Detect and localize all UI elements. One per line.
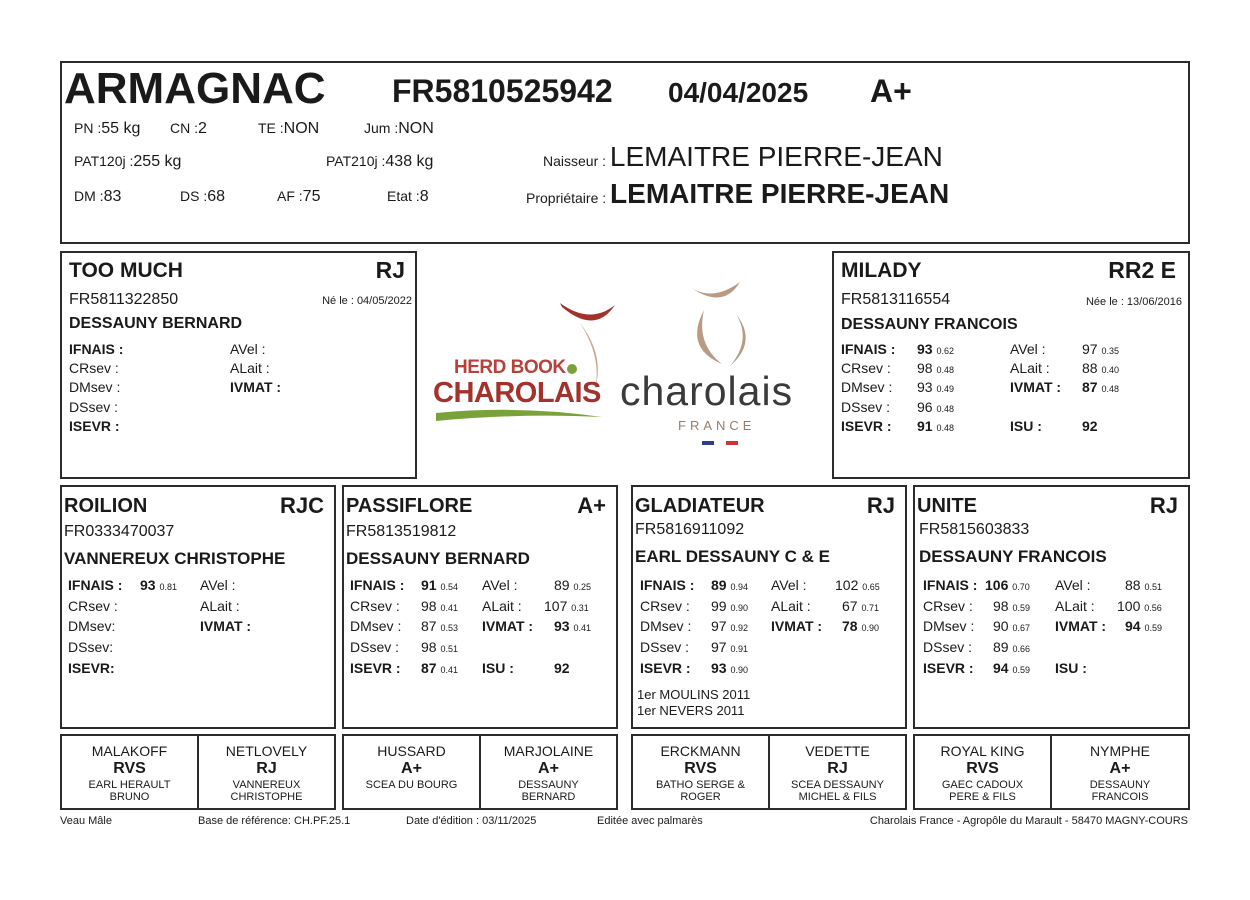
gp-crsev-value: 98 0.59 [993,598,1030,614]
ggp-owner: MICHEL & FILS [798,791,877,803]
ggp-cell [344,736,481,808]
ggp-owner: DESSAUNY [1089,779,1151,791]
dam-ivmat-label: IVMAT : [1010,379,1062,395]
ggp-owner: PERE & FILS [949,791,1016,803]
herdbook-top-text: HERD BOOK [454,357,566,378]
gp-ivmat-label: IVMAT : [482,618,534,634]
ggp-name: VEDETTE [805,743,870,759]
gp-owner: DESSAUNY FRANCOIS [919,547,1107,566]
ggp-grade: RJ [256,760,277,777]
ggp-name: MALAKOFF [91,743,168,759]
gp-grade: RJ [866,493,895,518]
gp-isevr-label: ISEVR : [923,660,974,676]
gp-dmsev-label: DMsev : [923,618,975,634]
dam-isu-value: 92 [1082,418,1098,434]
charolais-text: charolais [620,368,794,414]
dm-label: DM : [74,188,104,204]
ggp-grade: A+ [538,760,559,777]
gp-ifnais-label: IFNAIS : [640,577,695,593]
ggp-owner: ROGER [680,791,721,803]
gp-dssev-value: 89 0.66 [993,639,1030,655]
gp-isu-label: ISU : [1055,660,1087,676]
cn-value: 2 [198,120,207,137]
ggp-cell [481,736,616,808]
animal-name: ARMAGNAC [64,64,326,113]
dam-name: MILADY [841,259,922,282]
etat-field [387,188,429,206]
dam-box [832,251,1190,479]
gp-id: FR5816911092 [635,521,745,538]
gp-grade: RJC [279,493,324,518]
animal-id: FR5810525942 [392,73,613,109]
gp-owner: DESSAUNY BERNARD [346,549,530,568]
dm-value: 83 [103,188,122,205]
herdbook-logo [430,295,620,425]
herdbook-bottom-text: CHAROLAIS [433,377,601,409]
ggp-name: ROYAL KING [940,743,1025,759]
ggp-owner: DESSAUNY [518,779,579,791]
ds-field [180,188,225,206]
ggp-owner: BRUNO [109,791,150,803]
jum-field [364,120,434,138]
ggp-pair-box [60,734,336,810]
sire-ifnais-label: IFNAIS : [69,341,124,357]
gp-isevr-label: ISEVR : [350,660,401,676]
footer-base: Base de référence: CH.PF.25.1 [198,815,351,827]
ggp-owner: FRANCOIS [1091,791,1149,803]
gp-dmsev-label: DMsev : [640,618,692,634]
gp-box-unite [913,485,1190,729]
palmares-item: 1er NEVERS 2011 [637,703,745,718]
footer-edition-date: Date d'édition : 03/11/2025 [406,815,537,827]
ggp-name: ERCKMANN [660,743,741,759]
gp-isevr-label: ISEVR : [640,660,691,676]
sire-isevr-label: ISEVR : [69,418,120,434]
gp-alait-label: ALait : [482,598,522,614]
ggp-owner: EARL HERAULT [88,779,171,791]
gp-isu-label: ISU : [482,660,514,676]
gp-avel-value: 102 0.65 [835,577,880,593]
sire-dssev-label: DSsev : [69,399,119,415]
gp-name: UNITE [917,495,977,517]
proprietaire-value: LEMAITRE PIERRE-JEAN [610,178,950,209]
af-field [277,188,320,206]
dam-born: Née le : 13/06/2016 [1085,296,1182,308]
dam-crsev-value: 98 0.48 [917,360,954,376]
gp-box-gladiateur [631,485,907,729]
ggp-grade: RVS [684,760,717,777]
dam-alait-label: ALait : [1010,360,1050,376]
gp-ifnais-value: 91 0.54 [421,577,458,593]
ggp-owner: CHRISTOPHE [230,791,303,803]
te-value: NON [283,120,320,137]
dm-field [74,188,121,206]
footer-sex: Veau Mâle [60,815,112,827]
gp-dmsev-value: 97 0.92 [711,618,748,634]
animal-grade: A+ [870,73,912,109]
france-text: FRANCE [678,418,756,433]
dam-alait-value: 88 0.40 [1082,360,1119,376]
dam-dssev-label: DSsev : [841,399,891,415]
ggp-grade: A+ [1109,760,1131,777]
dam-ifnais-value: 93 0.62 [917,341,954,357]
gp-dmsev-label: DMsev : [350,618,402,634]
sire-crsev-label: CRsev : [69,360,119,376]
sire-alait-label: ALait : [230,360,270,376]
gp-alait-value: 67 0.71 [842,598,879,614]
gp-alait-label: ALait : [200,598,240,614]
ggp-pair-box [631,734,907,810]
gp-ifnais-label: IFNAIS : [68,577,123,593]
gp-ifnais-value: 93 0.81 [140,577,177,593]
gp-alait-value: 100 0.56 [1117,598,1162,614]
ds-label: DS : [180,188,208,204]
gp-dssev-label: DSsev : [923,639,973,655]
dam-id: FR5813116554 [841,291,951,308]
dam-grade: RR2 E [1108,257,1176,283]
proprietaire-label: Propriétaire : [526,190,607,206]
gp-box-roilion [60,485,336,729]
ggp-cell [62,736,199,808]
gp-avel-value: 89 0.25 [554,577,591,593]
sire-ivmat-label: IVMAT : [230,379,282,395]
ggp-cell [199,736,334,808]
ggp-name: NETLOVELY [225,743,308,759]
gp-isevr-value: 93 0.90 [711,660,748,676]
ggp-name: MARJOLAINE [503,743,594,759]
gp-grade: A+ [577,493,606,518]
ggp-cell [770,736,905,808]
ggp-cell [633,736,770,808]
ggp-owner: GAEC CADOUX [941,779,1024,791]
gp-dmsev-value: 87 0.53 [421,618,458,634]
gp-ivmat-value: 78 0.90 [842,618,879,634]
gp-crsev-value: 99 0.90 [711,598,748,614]
gp-ifnais-value: 89 0.94 [711,577,748,593]
ggp-owner: SCEA DESSAUNY [791,779,884,791]
gp-id: FR0333470037 [64,523,175,540]
gp-isevr-value: 87 0.41 [421,660,458,676]
gp-alait-label: ALait : [771,598,811,614]
ggp-grade: RVS [113,760,146,777]
dam-dmsev-value: 93 0.49 [917,379,954,395]
gp-crsev-label: CRsev : [350,598,400,614]
ggp-name: NYMPHE [1090,743,1150,759]
ggp-pair-box [913,734,1190,810]
gp-isu-value: 92 [554,660,570,676]
af-label: AF : [277,188,303,204]
dam-owner: DESSAUNY FRANCOIS [841,316,1018,333]
gp-id: FR5815603833 [919,521,1030,538]
pat210-value: 438 kg [385,153,434,170]
dam-isu-label: ISU : [1010,418,1042,434]
te-field [258,120,319,138]
pat210-field [326,153,433,171]
gp-id: FR5813519812 [346,523,457,540]
gp-box-passiflore [342,485,618,729]
animal-date: 04/04/2025 [668,77,809,108]
dam-ivmat-value: 87 0.48 [1082,379,1119,395]
ggp-grade: A+ [401,760,422,777]
cn-field [170,120,207,138]
dam-dssev-value: 96 0.48 [917,399,954,415]
gp-name: ROILION [64,495,148,517]
ggp-name: HUSSARD [377,743,446,759]
footer-palmares: Editée avec palmarès [597,815,703,827]
pat120-value: 255 kg [133,153,182,170]
sire-box [60,251,417,479]
footer-address: Charolais France - Agropôle du Marault - 58470 MAGNY-COURS [869,815,1188,827]
gp-ivmat-label: IVMAT : [200,618,252,634]
ggp-cell [915,736,1052,808]
sire-id: FR5811322850 [69,291,179,308]
gp-name: GLADIATEUR [635,495,765,517]
dam-avel-label: AVel : [1010,341,1046,357]
cn-label: CN : [170,120,198,136]
ggp-owner: SCEA DU BOURG [365,779,458,791]
naisseur-field [543,141,943,173]
gp-avel-label: AVel : [771,577,807,593]
gp-avel-label: AVel : [200,577,236,593]
jum-value: NON [398,120,434,137]
pat120-field [74,153,181,171]
dam-isevr-value: 91 0.48 [917,418,954,434]
palmares-item: 1er MOULINS 2011 [637,687,751,702]
dam-dmsev-label: DMsev : [841,379,893,395]
te-label: TE : [258,120,284,136]
gp-crsev-value: 98 0.41 [421,598,458,614]
gp-ifnais-label: IFNAIS : [923,577,978,593]
gp-ivmat-value: 93 0.41 [554,618,591,634]
gp-crsev-label: CRsev : [640,598,690,614]
dam-ifnais-label: IFNAIS : [841,341,896,357]
gp-ifnais-value: 106 0.70 [985,577,1030,593]
dam-isevr-label: ISEVR : [841,418,892,434]
herdbook-dot [567,364,577,374]
pat210-label: PAT210j : [326,153,386,169]
gp-avel-label: AVel : [1055,577,1091,593]
gp-alait-value: 107 0.31 [544,598,589,614]
gp-name: PASSIFLORE [346,495,473,517]
ggp-pair-box [342,734,618,810]
gp-isevr-value: 94 0.59 [993,660,1030,676]
sire-born: Né le : 04/05/2022 [322,295,412,307]
ds-value: 68 [207,188,226,205]
gp-crsev-label: CRsev : [68,598,118,614]
gp-crsev-label: CRsev : [923,598,973,614]
dam-avel-value: 97 0.35 [1082,341,1119,357]
gp-ivmat-value: 94 0.59 [1125,618,1162,634]
naisseur-value: LEMAITRE PIERRE-JEAN [609,141,943,172]
proprietaire-field [526,178,949,210]
gp-dssev-value: 97 0.91 [711,639,748,655]
ggp-grade: RVS [966,760,999,777]
ggp-grade: RJ [827,760,848,777]
ggp-cell [1052,736,1188,808]
gp-ivmat-label: IVMAT : [771,618,823,634]
ggp-owner: VANNEREUX [232,779,301,791]
gp-dmsev-label: DMsev: [68,618,116,634]
jum-label: Jum : [364,120,399,136]
sire-owner: DESSAUNY BERNARD [69,315,243,332]
ggp-owner: BATHO SERGE & [655,779,746,791]
dam-crsev-label: CRsev : [841,360,891,376]
naisseur-label: Naisseur : [543,153,607,169]
gp-avel-label: AVel : [482,577,518,593]
gp-alait-label: ALait : [1055,598,1095,614]
pn-label: PN : [74,120,102,136]
gp-dssev-label: DSsev : [640,639,690,655]
charolais-france-logo [618,278,824,450]
sire-name: TOO MUCH [69,259,183,282]
pn-field [74,120,140,138]
gp-dssev-label: DSsev : [350,639,400,655]
gp-owner: EARL DESSAUNY C & E [635,547,830,566]
gp-isevr-label: ISEVR: [68,660,115,676]
etat-label: Etat : [387,188,420,204]
sire-dmsev-label: DMsev : [69,379,121,395]
etat-value: 8 [419,188,429,205]
pn-value: 55 kg [101,120,141,137]
gp-dssev-label: DSsev: [68,639,114,655]
gp-avel-value: 88 0.51 [1125,577,1162,593]
gp-dssev-value: 98 0.51 [421,639,458,655]
pat120-label: PAT120j : [74,153,134,169]
ggp-owner: BERNARD [521,791,576,803]
sire-grade: RJ [375,257,405,283]
af-value: 75 [302,188,321,205]
gp-owner: VANNEREUX CHRISTOPHE [64,549,286,568]
gp-ifnais-label: IFNAIS : [350,577,405,593]
sire-avel-label: AVel : [230,341,266,357]
gp-dmsev-value: 90 0.67 [993,618,1030,634]
gp-ivmat-label: IVMAT : [1055,618,1107,634]
gp-grade: RJ [1149,493,1178,518]
